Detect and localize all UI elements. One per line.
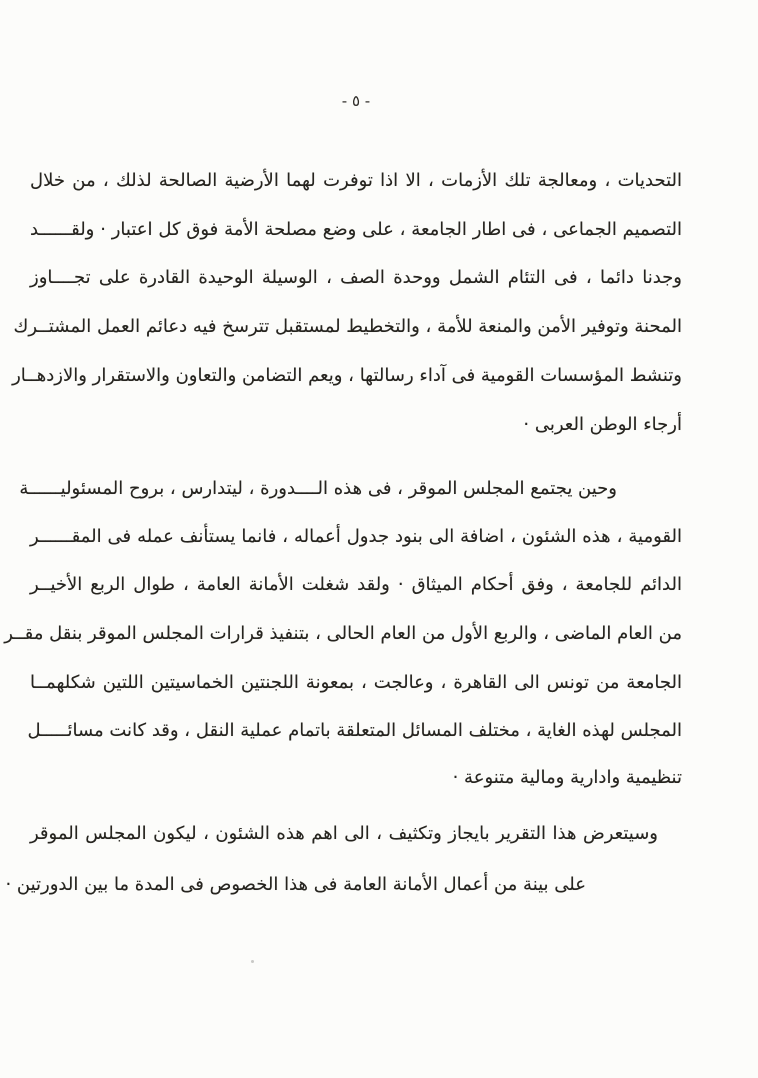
text-line: على بينة من أعمال الأمانة العامة فى هذا الخصوص فى المدة ما بين الدورتين · — [5, 874, 586, 895]
text-line: الجامعة من تونس الى القاهرة ، وعالجت ، بمعونة اللجنتين الخماسيتين اللتين شكلهمــا — [30, 672, 682, 693]
text-line: المحنة وتوفير الأمن والمنعة للأمة ، والتخطيط لمستقبل تترسخ فيه دعائم العمل المشتــرك — [13, 316, 682, 337]
text-line: الدائم للجامعة ، وفق أحكام الميثاق · ولقد شغلت الأمانة العامة ، طوال الربع الأخيــر — [30, 574, 682, 595]
text-line: تنظيمية وادارية ومالية متنوعة · — [452, 767, 682, 788]
text-line: وتنشط المؤسسات القومية فى آداء رسالتها ، ويعم التضامن والتعاون والاستقرار والازدهــار — [12, 365, 682, 386]
text-line: التصميم الجماعى ، فى اطار الجامعة ، على وضع مصلحة الأمة فوق كل اعتبار · ولقــــــد — [30, 219, 682, 240]
text-line: المجلس لهذه الغاية ، مختلف المسائل المتعلقة باتمام عملية النقل ، وقد كانت مسائـــــل — [27, 720, 682, 741]
page-number: - ٥ - — [341, 92, 371, 110]
text-line: من العام الماضى ، والربع الأول من العام الحالى ، بتنفيذ قرارات المجلس الموقر بنقل مقــر — [4, 623, 682, 644]
text-line: وحين يجتمع المجلس الموقر ، فى هذه الــــدورة ، ليتدارس ، بروح المسئوليــــــة — [19, 478, 617, 499]
scan-speck-artifact — [251, 960, 254, 963]
text-line: أرجاء الوطن العربى · — [523, 414, 682, 435]
text-line: وسيتعرض هذا التقرير بايجاز وتكثيف ، الى اهم هذه الشئون ، ليكون المجلس الموقر — [30, 823, 658, 844]
text-line: القومية ، هذه الشئون ، اضافة الى بنود جدول أعماله ، فانما يستأنف عمله فى المقــــــر — [30, 526, 682, 547]
text-line: التحديات ، ومعالجة تلك الأزمات ، الا اذا توفرت لهما الأرضية الصالحة لذلك ، من خلال — [30, 170, 682, 191]
text-line: وجدنا دائما ، فى التئام الشمل ووحدة الصف ، الوسيلة الوحيدة القادرة على تجــــاوز — [30, 267, 682, 288]
